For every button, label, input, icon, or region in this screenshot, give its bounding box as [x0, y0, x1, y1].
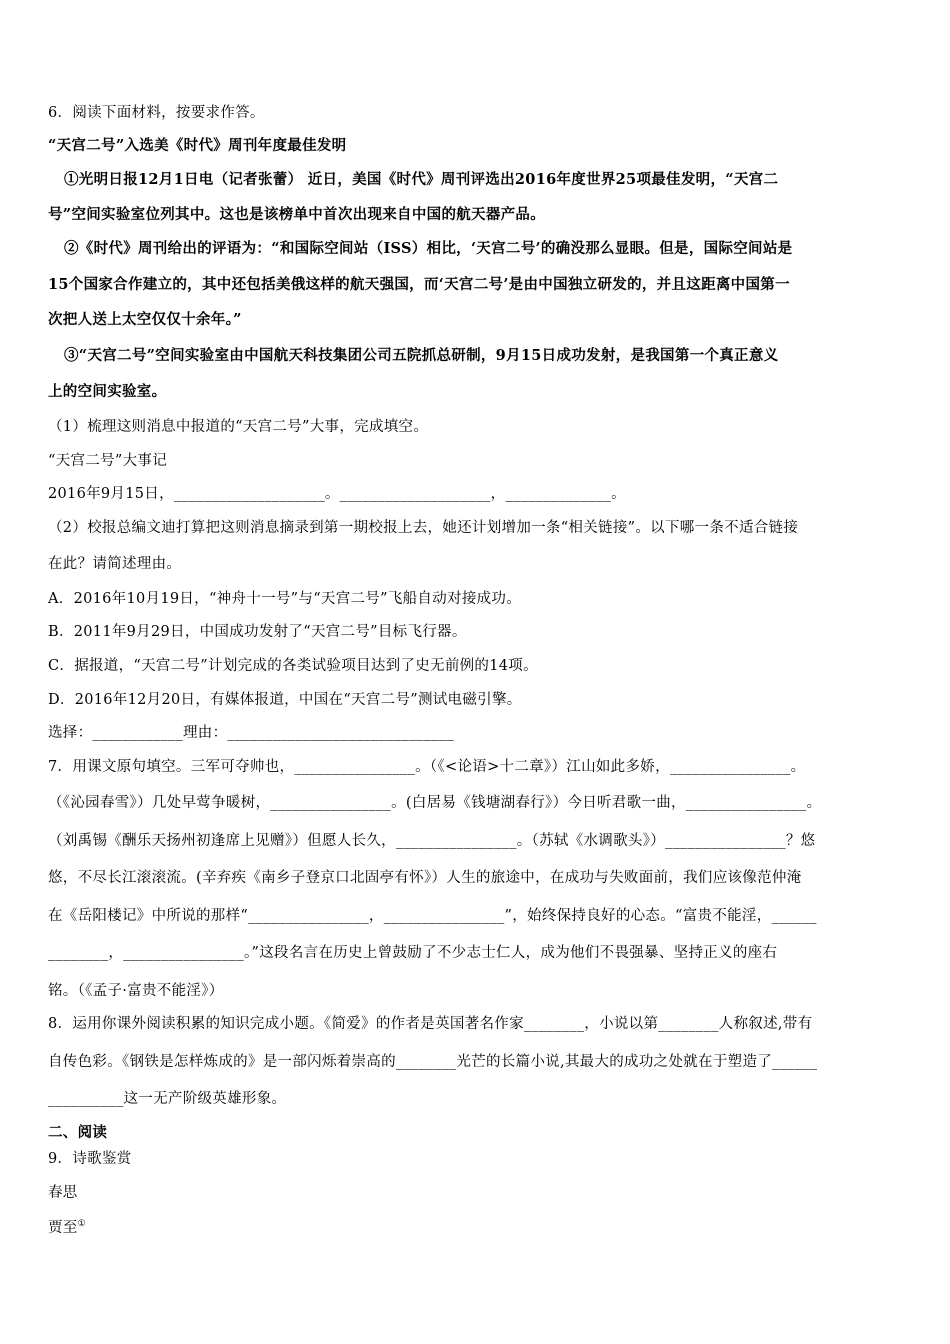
- q6-title: 6．阅读下面材料，按要求作答。: [48, 105, 265, 121]
- q8-line3: __________这一无产阶级英雄形象。: [48, 1091, 287, 1107]
- q8-line2: 自传色彩。《钢铁是怎样炼成的》是一部闪烁着崇高的________光芒的长篇小说,其最大的成功之处就在于塑造了______: [48, 1054, 818, 1070]
- q6-option-d: D．2016年12月20日，有媒体报道，中国在“天宫二号”测试电磁引擎。: [48, 692, 522, 708]
- q6-headline: “天宫二号”入选美《时代》周刊年度最佳发明: [48, 137, 347, 154]
- q7-line7: 铭。（《孟子·富贵不能淫》）: [48, 983, 224, 999]
- q6-para1-line1: ①光明日报12月1日电（记者张蕾） 近日，美国《时代》周刊评选出2016年度世界25项最佳发明，“天宫二: [64, 171, 779, 188]
- q7-line3: （刘禹锡《酬乐天扬州初逢席上见赠》）但愿人长久，________________。（苏轼《水调歌头》）________________？悠: [48, 833, 816, 849]
- q6-option-c: C．据报道，“天宫二号”计划完成的各类试验项目达到了史无前例的14项。: [48, 658, 538, 674]
- q6-para1-line2: 号”空间实验室位列其中。这也是该榜单中首次出现来自中国的航天器产品。: [48, 206, 546, 223]
- q7-line5: 在《岳阳楼记》中所说的那样“________________，________________”，始终保持良好的心态。“富贵不能淫，______: [48, 908, 817, 924]
- q6-sub2-line1: （2）校报总编文迪打算把这则消息摘录到第一期校报上去，她还计划增加一条“相关链接”。以下哪一条不适合链接: [48, 520, 799, 536]
- q7-line2: （《沁园春雪》）几处早莺争暖树，________________。(白居易《钱塘湖春行》）今日听君歌一曲，________________。: [48, 795, 822, 811]
- poem-author-name: 贾至: [48, 1219, 78, 1236]
- poem-author: [48, 1214, 86, 1238]
- q6-option-a: A．2016年10月19日，“神舟十一号”与“天宫二号”飞船自动对接成功。: [48, 591, 522, 607]
- q7-line4: 悠，不尽长江滚滚流。(辛弃疾《南乡子登京口北固亭有怀》）人生的旅途中，在成功与失败面前，我们应该像范仲淹: [48, 870, 802, 886]
- q6-para3-line1: ③“天宫二号”空间实验室由中国航天科技集团公司五院抓总研制，9月15日成功发射，是我国第一个真正意义: [64, 347, 779, 364]
- q6-answer-line: 选择：____________理由：______________________________: [48, 725, 454, 741]
- q6-events-title: “天宫二号”大事记: [48, 453, 168, 469]
- q6-option-b: B．2011年9月29日，中国成功发射了“天宫二号”目标飞行器。: [48, 624, 467, 640]
- q6-para3-line2: 上的空间实验室。: [48, 383, 167, 400]
- q6-para2-line3: 次把人送上太空仅仅十余年。”: [48, 311, 242, 328]
- q6-para2-line1: ②《时代》周刊给出的评语为：“和国际空间站（ISS）相比，‘天宫二号’的确没那么显眼。但是，国际空间站是: [64, 240, 793, 257]
- q9-title: 9．诗歌鉴赏: [48, 1151, 132, 1167]
- section-heading: 二、阅读: [48, 1124, 108, 1141]
- q6-sub1: （1）梳理这则消息中报道的“天宫二号”大事，完成填空。: [48, 419, 429, 435]
- q6-para2-line2: 15个国家合作建立的，其中还包括美俄这样的航天强国，而‘天宫二号’是由中国独立研发的，并且这距离中国第一: [48, 276, 790, 293]
- q6-events-line: 2016年9月15日，____________________。____________________，______________。: [48, 486, 626, 502]
- q7-line1: 7．用课文原句填空。三军可夺帅也，________________。（《<论语>十二章》）江山如此多娇，________________。: [48, 759, 806, 775]
- q8-line1: 8．运用你课外阅读积累的知识完成小题。《简爱》的作者是英国著名作家________，小说以第________人称叙述,带有: [48, 1016, 813, 1032]
- q6-sub2-line2: 在此？请简述理由。: [48, 556, 182, 572]
- footnote-marker: ①: [77, 1219, 86, 1229]
- poem-title: 春思: [48, 1185, 78, 1201]
- q7-line6: ________，________________。”这段名言在历史上曾鼓励了不少志士仁人，成为他们不畏强暴、坚持正义的座右: [48, 945, 778, 961]
